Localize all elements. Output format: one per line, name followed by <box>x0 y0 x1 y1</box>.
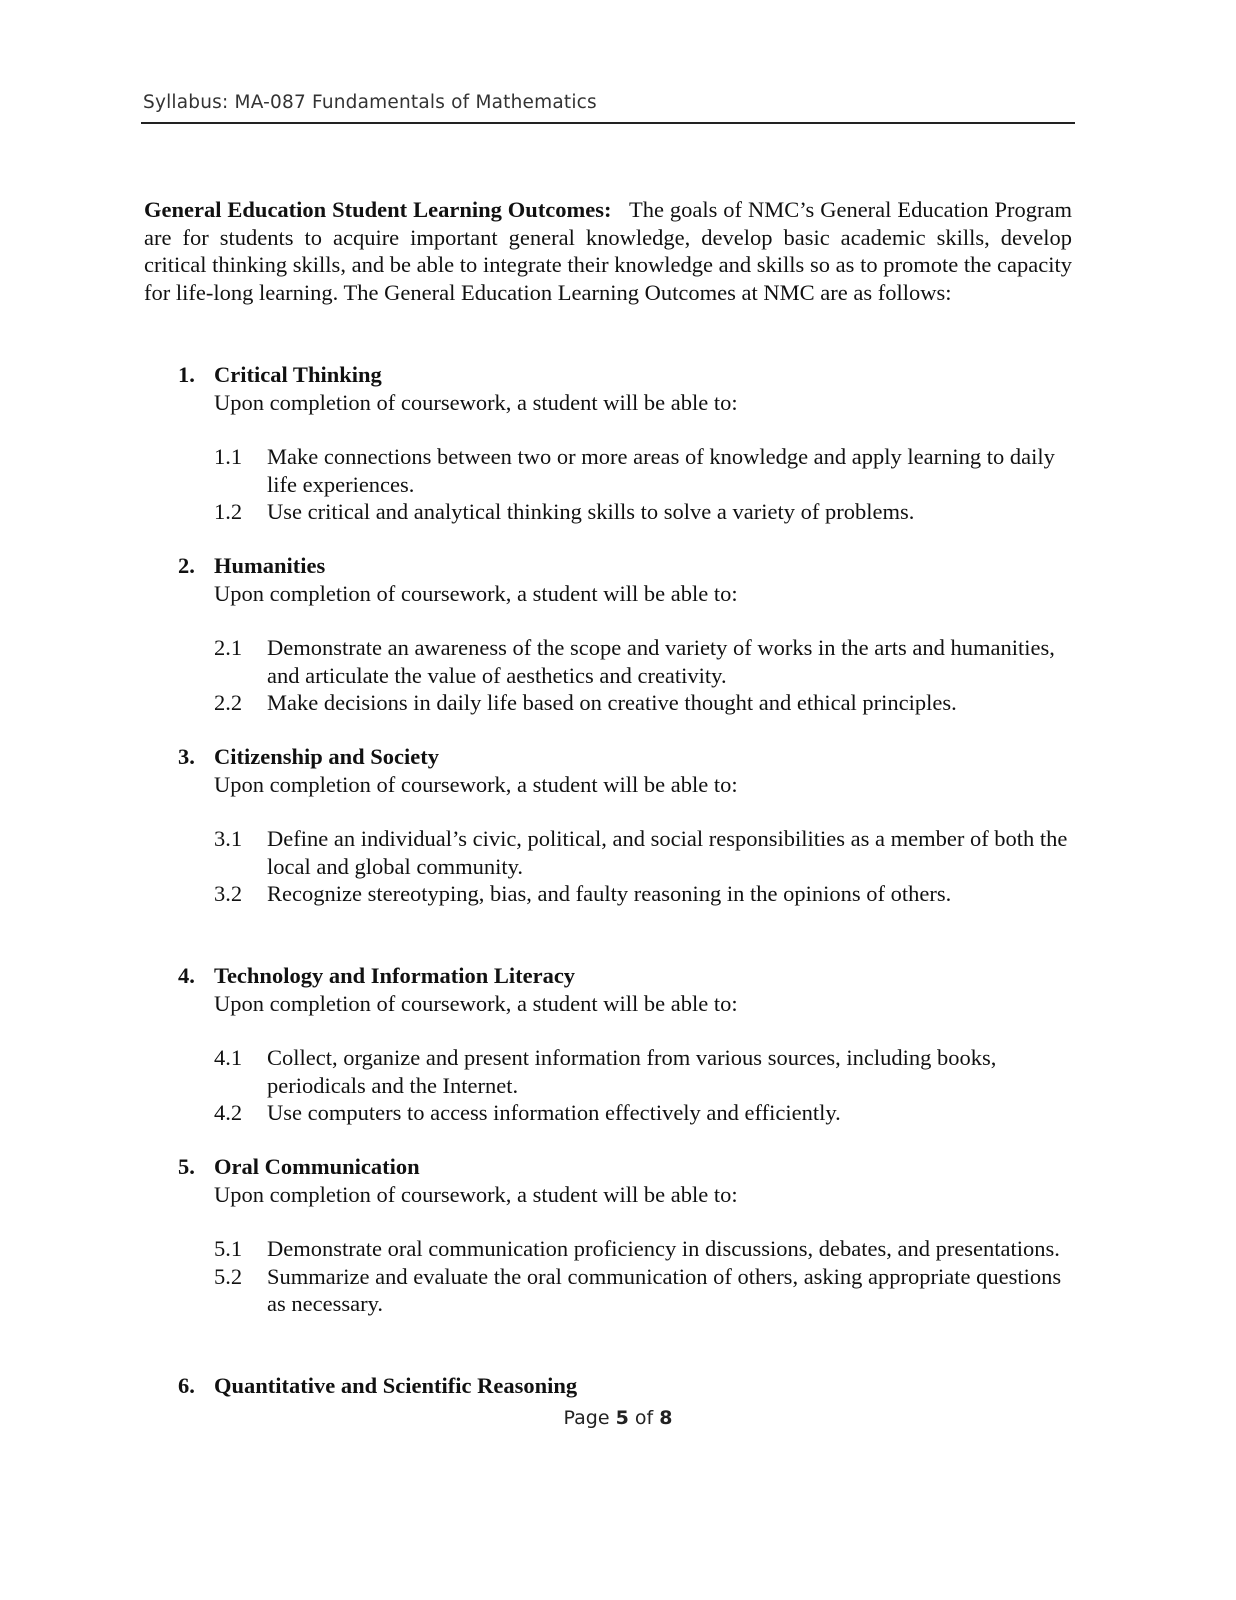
section-title: Citizenship and Society <box>214 744 440 769</box>
outcome-item <box>214 1099 1078 1127</box>
section-number: 3. <box>178 744 195 769</box>
section-lead: Upon completion of coursework, a student will be able to: <box>214 990 738 1016</box>
section-title: Quantitative and Scientific Reasoning <box>214 1373 578 1398</box>
section-number: 6. <box>178 1373 195 1398</box>
outcome-list <box>214 443 1078 526</box>
outcome-list <box>214 825 1078 908</box>
section-number: 5. <box>178 1154 195 1179</box>
running-header: Syllabus: MA-087 Fundamentals of Mathematics <box>143 92 597 113</box>
outcome-text: Collect, organize and present information from various sources, including books, periodicals and the Internet. <box>267 1045 997 1098</box>
outcome-item <box>214 880 1078 908</box>
outcome-list <box>214 634 1078 717</box>
section-humanities <box>178 552 1078 717</box>
outcome-text: Define an individual’s civic, political, and social responsibilities as a member of both the local and global community. <box>267 826 1068 879</box>
section-lead: Upon completion of coursework, a student will be able to: <box>214 389 738 415</box>
outcome-item <box>214 1263 1078 1318</box>
current-page: 5 <box>615 1407 629 1429</box>
intro-text: The goals of NMC’s General Education Program are for students to acquire important general knowledge, develop basic academic skills, develop critical thinking skills, and be able to integrate their knowledge and skills so as to promote the capacity for life-long learning. The General Education Learning Outcomes at NMC are as follows: <box>144 197 1072 305</box>
section-number: 2. <box>178 553 195 578</box>
section-citizenship-and-society <box>178 743 1078 908</box>
outcome-number: 1.1 <box>214 444 243 469</box>
outcome-number: 5.2 <box>214 1263 243 1289</box>
outcome-number: 3.1 <box>214 826 243 851</box>
page-number-footer <box>0 1407 1236 1429</box>
outcome-number: 1.2 <box>214 499 243 524</box>
page-label: Page <box>563 1407 610 1429</box>
section-title: Humanities <box>214 553 326 578</box>
outcome-text: Make connections between two or more areas of knowledge and apply learning to daily life experiences. <box>267 444 1055 497</box>
outcome-item <box>214 825 1078 880</box>
section-quantitative-and-scientific-reasoning <box>178 1372 1078 1400</box>
outcome-item <box>214 1235 1078 1263</box>
of-label: of <box>634 1407 654 1429</box>
outcome-text: Demonstrate an awareness of the scope and variety of works in the arts and humanities, and articulate the value of aesthetics and creativity. <box>267 635 1055 688</box>
outcome-number: 2.1 <box>214 635 243 660</box>
outcome-item <box>214 443 1078 498</box>
outcome-item <box>214 498 1078 526</box>
outcome-number: 4.1 <box>214 1045 243 1070</box>
outcome-item <box>214 634 1078 689</box>
intro-paragraph <box>144 196 1072 306</box>
section-critical-thinking <box>178 361 1078 526</box>
outcome-text: Use critical and analytical thinking skills to solve a variety of problems. <box>267 499 915 524</box>
section-number: 4. <box>178 963 195 988</box>
section-number: 1. <box>178 362 195 387</box>
section-technology-and-information-literacy <box>178 962 1078 1127</box>
outcome-text: Use computers to access information effectively and efficiently. <box>267 1100 841 1125</box>
intro-heading: General Education Student Learning Outcomes: <box>144 197 612 222</box>
total-pages: 8 <box>659 1407 673 1429</box>
outcome-item <box>214 689 1078 717</box>
section-lead: Upon completion of coursework, a student will be able to: <box>214 771 738 797</box>
section-lead: Upon completion of coursework, a student will be able to: <box>214 580 738 606</box>
outcome-number: 4.2 <box>214 1100 243 1125</box>
outcome-text: Demonstrate oral communication proficiency in discussions, debates, and presentations. <box>267 1236 1060 1261</box>
outcome-text: Summarize and evaluate the oral communication of others, asking appropriate questions as necessary. <box>267 1263 1062 1316</box>
outcome-number: 2.2 <box>214 690 243 715</box>
section-title: Critical Thinking <box>214 362 382 387</box>
outcome-item <box>214 1044 1078 1099</box>
section-lead: Upon completion of coursework, a student will be able to: <box>214 1181 738 1207</box>
section-title: Technology and Information Literacy <box>214 963 576 988</box>
outcome-list <box>214 1044 1078 1127</box>
outcome-number: 5.1 <box>214 1236 243 1261</box>
section-oral-communication <box>178 1153 1078 1318</box>
outcome-text: Recognize stereotyping, bias, and faulty reasoning in the opinions of others. <box>267 881 952 906</box>
outcome-number: 3.2 <box>214 881 243 906</box>
outcome-text: Make decisions in daily life based on creative thought and ethical principles. <box>267 690 957 715</box>
outcome-list <box>214 1235 1078 1318</box>
header-rule <box>141 122 1075 124</box>
section-title: Oral Communication <box>214 1154 420 1179</box>
